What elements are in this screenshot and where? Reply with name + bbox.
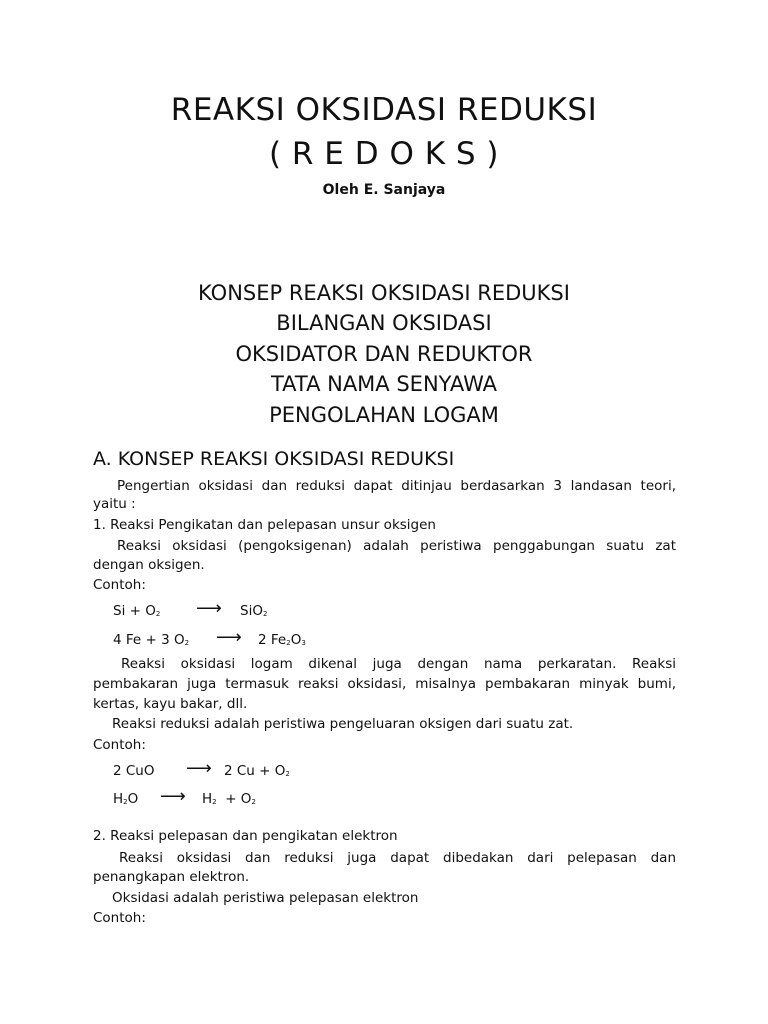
equation-reactants: $H_2O$ bbox=[113, 791, 139, 807]
paragraph-line: Reaksi oksidasi logam dikenal juga dengan nama perkaratan. Reaksi bbox=[121, 656, 676, 672]
reaction-arrow: ⟶ bbox=[216, 627, 242, 648]
list-item-title: 2. Reaksi pelepasan dan pengikatan elektron bbox=[93, 828, 398, 844]
topic-item: KONSEP REAKSI OKSIDASI REDUKSI bbox=[198, 281, 570, 305]
paragraph-line: penangkapan elektron. bbox=[93, 869, 250, 885]
paragraph-line: pembakaran juga termasuk reaksi oksidasi, misalnya pembakaran minyak bumi, bbox=[93, 676, 676, 692]
document-title: REAKSI OKSIDASI REDUKSI bbox=[170, 92, 598, 128]
equation-products: 2 $Fe_2O_3$ bbox=[258, 632, 306, 648]
equation-reactants: 4 Fe + 3 $O_2$ bbox=[113, 632, 190, 648]
paragraph-line: Pengertian oksidasi dan reduksi dapat ditinjau berdasarkan 3 landasan teori, bbox=[117, 478, 676, 494]
equation-reactants: 2 CuO bbox=[113, 763, 155, 779]
equation bbox=[113, 632, 189, 648]
reaction-arrow: ⟶ bbox=[186, 758, 212, 779]
document-subtitle: ( R E D O K S ) bbox=[268, 136, 500, 172]
paragraph-line: yaitu : bbox=[93, 496, 136, 512]
paragraph-line: Reaksi oksidasi (pengoksigenan) adalah peristiwa penggabungan suatu zat bbox=[117, 538, 676, 554]
paragraph-line: Oksidasi adalah peristiwa pelepasan elektron bbox=[112, 890, 419, 906]
topic-item: TATA NAMA SENYAWA bbox=[270, 372, 498, 396]
author-line: Oleh E. Sanjaya bbox=[322, 182, 446, 198]
equation-reactants: $Si + O_2$ bbox=[113, 603, 161, 619]
topic-item: OKSIDATOR DAN REDUKTOR bbox=[235, 342, 533, 366]
section-heading: A. KONSEP REAKSI OKSIDASI REDUKSI bbox=[93, 448, 455, 470]
equation-products: SiO$_2$ bbox=[240, 603, 268, 619]
paragraph-line: kertas, kayu bakar, dll. bbox=[93, 696, 248, 712]
list-item-title: 1. Reaksi Pengikatan dan pelepasan unsur oksigen bbox=[93, 517, 436, 533]
example-label: Contoh: bbox=[93, 910, 146, 926]
topic-item: PENGOLAHAN LOGAM bbox=[269, 403, 499, 427]
reaction-arrow: ⟶ bbox=[196, 598, 222, 619]
example-label: Contoh: bbox=[93, 737, 146, 753]
paragraph-line: Reaksi oksidasi dan reduksi juga dapat dibedakan dari pelepasan dan bbox=[119, 850, 676, 866]
topic-item: BILANGAN OKSIDASI bbox=[276, 311, 492, 335]
equation-products: 2 $Cu + O_2$ bbox=[224, 763, 290, 779]
example-label: Contoh: bbox=[93, 577, 146, 593]
equation-products: $H_2 + O_2$ bbox=[202, 791, 256, 807]
paragraph-line: Reaksi reduksi adalah peristiwa pengeluaran oksigen dari suatu zat. bbox=[112, 716, 574, 732]
reaction-arrow: ⟶ bbox=[160, 786, 186, 807]
equation bbox=[113, 603, 160, 619]
paragraph-line: dengan oksigen. bbox=[93, 557, 205, 573]
